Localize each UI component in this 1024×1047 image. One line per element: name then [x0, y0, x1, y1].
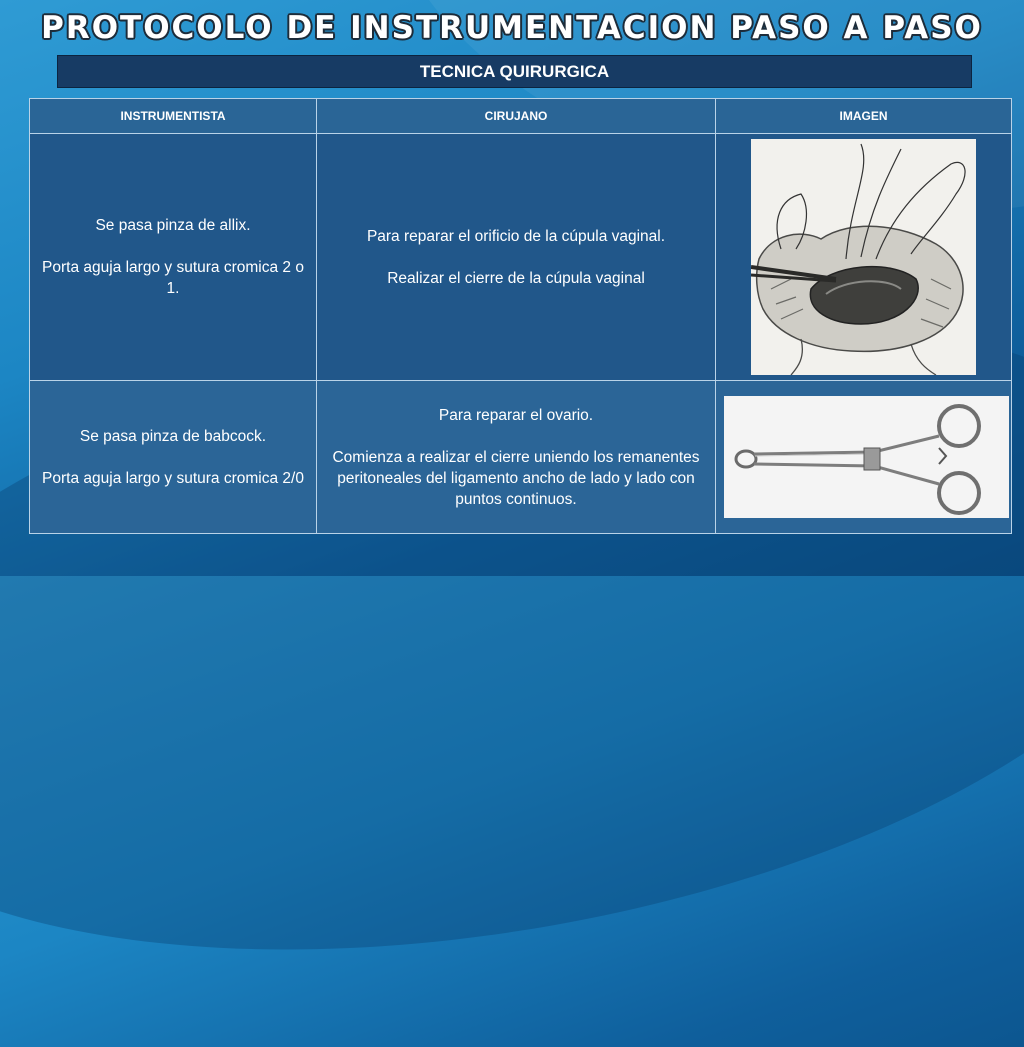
table-row — [30, 134, 1012, 381]
table-row — [30, 381, 1012, 534]
slide-subtitle: TECNICA QUIRURGICA — [419, 62, 610, 81]
subtitle-bar — [57, 55, 972, 88]
instrumentista-text: Se pasa pinza de babcock. — [79, 427, 267, 445]
slide-title: PROTOCOLO DE INSTRUMENTACION PASO A PASO — [41, 10, 983, 46]
imagen-cell — [716, 134, 1012, 381]
cirujano-cell — [317, 381, 716, 534]
cirujano-text: Realizar el cierre de la cúpula vaginal — [387, 269, 645, 287]
column-header-imagen: IMAGEN — [716, 99, 1012, 134]
surgical-illustration-image — [751, 139, 976, 375]
cirujano-cell — [317, 134, 716, 381]
cirujano-text: Para reparar el orificio de la cúpula vaginal. — [366, 227, 666, 245]
instrumentista-text: Porta aguja largo y sutura cromica 2/0 — [42, 469, 304, 487]
instrumentista-cell — [30, 134, 317, 381]
babcock-forceps-image — [724, 396, 1009, 518]
cirujano-text: Comienza a realizar el cierre uniendo los remanentes peritoneales del ligamento ancho de lado y lado con puntos continuos. — [332, 448, 700, 508]
imagen-cell — [716, 381, 1012, 534]
column-header-cirujano: CIRUJANO — [317, 99, 716, 134]
instrumentista-text: Se pasa pinza de allix. — [95, 217, 251, 234]
instrumentista-cell — [30, 381, 317, 534]
column-header-instrumentista: INSTRUMENTISTA — [30, 99, 317, 134]
table-header-row — [30, 99, 1012, 134]
protocol-table — [29, 98, 1012, 534]
cirujano-text: Para reparar el ovario. — [438, 406, 594, 424]
instrumentista-text: Porta aguja largo y sutura cromica 2 o 1. — [42, 259, 304, 297]
